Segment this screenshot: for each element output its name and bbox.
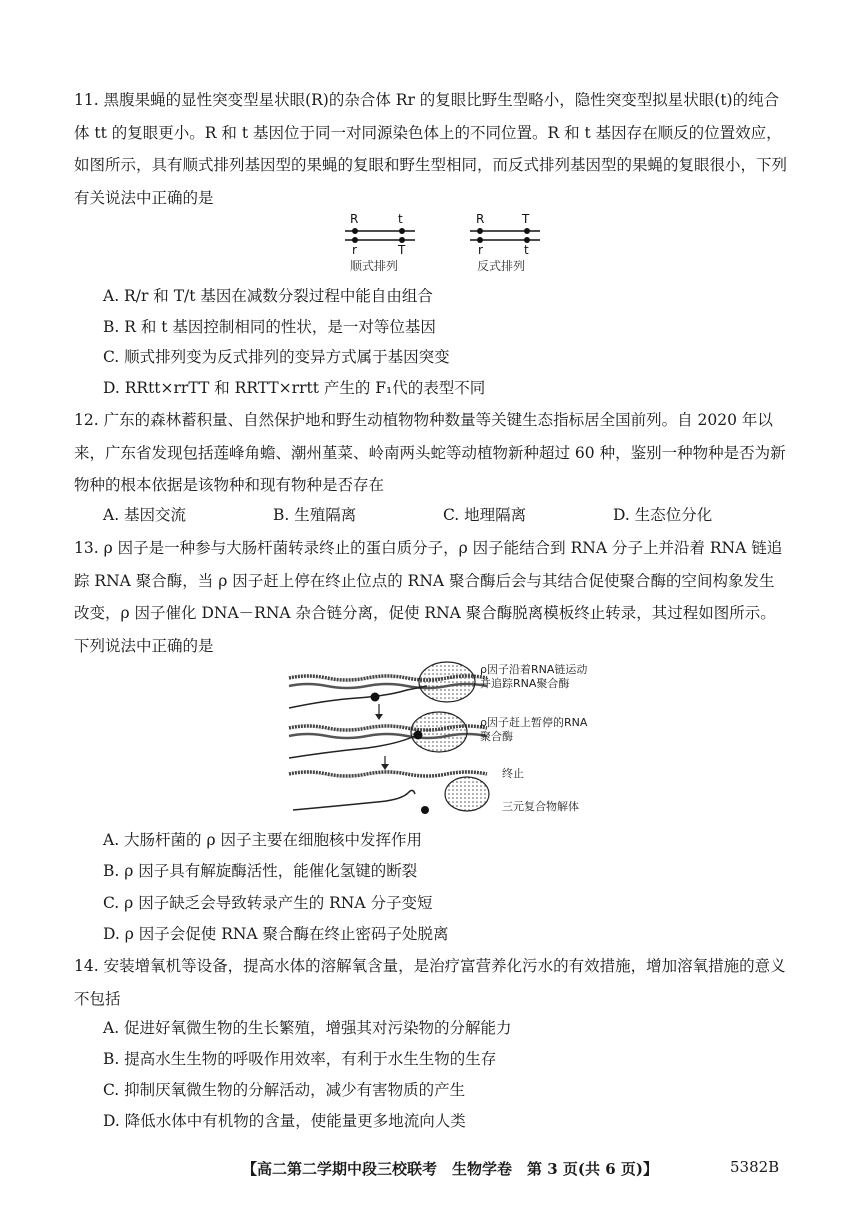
question-11-stem: 11. 黑腹果蝇的显性突变型星状眼(R)的杂合体 Rr 的复眼比野生型略小，隐性突变型拟星状眼(t)的纯合体 tt 的复眼更小。R 和 t 基因位于同一对同源染色体上的不同位置。R 和 t 基因存在顺反的位置效应，如图所示，具有顺式排列基因型的果蝇的复眼和野生型相同，而反式排列基因型的果蝇的复眼很小，下列有关说法中正确的是 [74,91,788,207]
svg-text:顺式排列: 顺式排列 [350,259,399,273]
q11-option-c[interactable]: C. 顺式排列变为反式排列的变异方式属于基因突变 [103,348,450,366]
stage-1-rho-tracking [289,662,587,708]
q12-option-b[interactable]: B. 生殖隔离 [273,506,357,524]
cis-arrangement [345,212,415,273]
q14-option-c[interactable]: C. 抑制厌氧微生物的分解活动，减少有害物质的产生 [103,1081,466,1099]
q11-option-a[interactable]: A. R/r 和 T/t 基因在减数分裂过程中能自由组合 [103,287,433,305]
rho-label-1b: 并追踪RNA聚合酶 [480,677,570,690]
footer-code: 5382B [730,1158,780,1176]
question-14-stem: 14. 安装增氧机等设备，提高水体的溶解氧含量，是治疗富营养化污水的有效措施，增加溶氧措施的意义不包括 [74,957,786,1008]
chromosome-arrangement-diagram [340,210,550,276]
q13-option-c[interactable]: C. ρ 因子缺乏会导致转录产生的 RNA 分子变短 [103,894,433,912]
q13-option-b[interactable]: B. ρ 因子具有解旋酶活性，能催化氢键的断裂 [103,862,418,880]
svg-text:T: T [522,212,530,226]
svg-text:R: R [350,212,359,226]
svg-text:r: r [478,243,483,257]
svg-text:t: t [398,212,403,226]
stage-3-termination [289,766,524,780]
stage-2-rho-catches-up [289,712,588,758]
q11-option-d[interactable]: D. RRtt×rrTT 和 RRTT×rrtt 产生的 F₁代的表型不同 [103,379,486,397]
svg-text:R: R [476,212,485,226]
svg-text:r: r [352,243,357,257]
svg-text:t: t [524,243,529,257]
q12-options [103,500,783,530]
q11-option-b[interactable]: B. R 和 t 基因控制相同的性状，是一对等位基因 [103,318,436,336]
rho-factor-released [421,806,429,814]
rna-polymerase-released [445,777,489,811]
rho-label-2: ρ因子赶上暂停的RNA [480,716,588,729]
rho-label-1: ρ因子沿着RNA链运动 [480,663,588,676]
q12-option-d[interactable]: D. 生态位分化 [613,506,713,524]
question-13-stem: 13. ρ 因子是一种参与大肠杆菌转录终止的蛋白质分子，ρ 因子能结合到 RNA 分子上并沿着 RNA 链追踪 RNA 聚合酶，当 ρ 因子赶上停在终止位点的 RNA 聚合酶后会与其结合促使聚合酶的空间构象发生改变，ρ 因子催化 DNA－RNA 杂合链分离，促使 RNA 聚合酶脱离模板终止转录，其过程如图所示。下列说法中正确的是 [74,539,783,655]
q13-option-a[interactable]: A. 大肠杆菌的 ρ 因子主要在细胞核中发挥作用 [103,831,423,849]
q14-option-a[interactable]: A. 促进好氧微生物的生长繁殖，增强其对污染物的分解能力 [103,1019,512,1037]
q14-option-b[interactable]: B. 提高水生生物的呼吸作用效率，有利于水生生物的生存 [103,1050,497,1068]
rho-label-2b: 聚合酶 [480,730,513,743]
footer-title: 【高二第二学期中段三校联考 生物学卷 第 3 页(共 6 页)】 [242,1160,658,1178]
q14-option-d[interactable]: D. 降低水体中有机物的含量，使能量更多地流向人类 [103,1112,466,1130]
question-12-stem: 12. 广东的森林蓄积量、自然保护地和野生动植物物种数量等关键生态指标居全国前列。自 2020 年以来，广东省发现包括莲峰角蟾、潮州堇菜、岭南两头蛇等动植物新种超过 60 种，鉴别一种物种是否为新物种的根本依据是该物种和现有物种是否存在 [74,411,786,494]
q12-option-c[interactable]: C. 地理隔离 [443,506,527,524]
dissociation-label: 三元复合物解体 [502,800,579,813]
rho-factor-1 [371,693,380,702]
rho-termination-diagram [287,660,627,818]
svg-text:T: T [398,243,406,257]
termination-label: 终止 [502,767,524,780]
rho-factor-2 [414,731,423,740]
q12-option-a[interactable]: A. 基因交流 [103,506,187,524]
svg-text:反式排列: 反式排列 [477,259,526,273]
trans-arrangement [470,212,540,273]
stage-4-complex-dissociation [293,777,579,814]
q13-option-d[interactable]: D. ρ 因子会促使 RNA 聚合酶在终止密码子处脱离 [103,925,449,943]
